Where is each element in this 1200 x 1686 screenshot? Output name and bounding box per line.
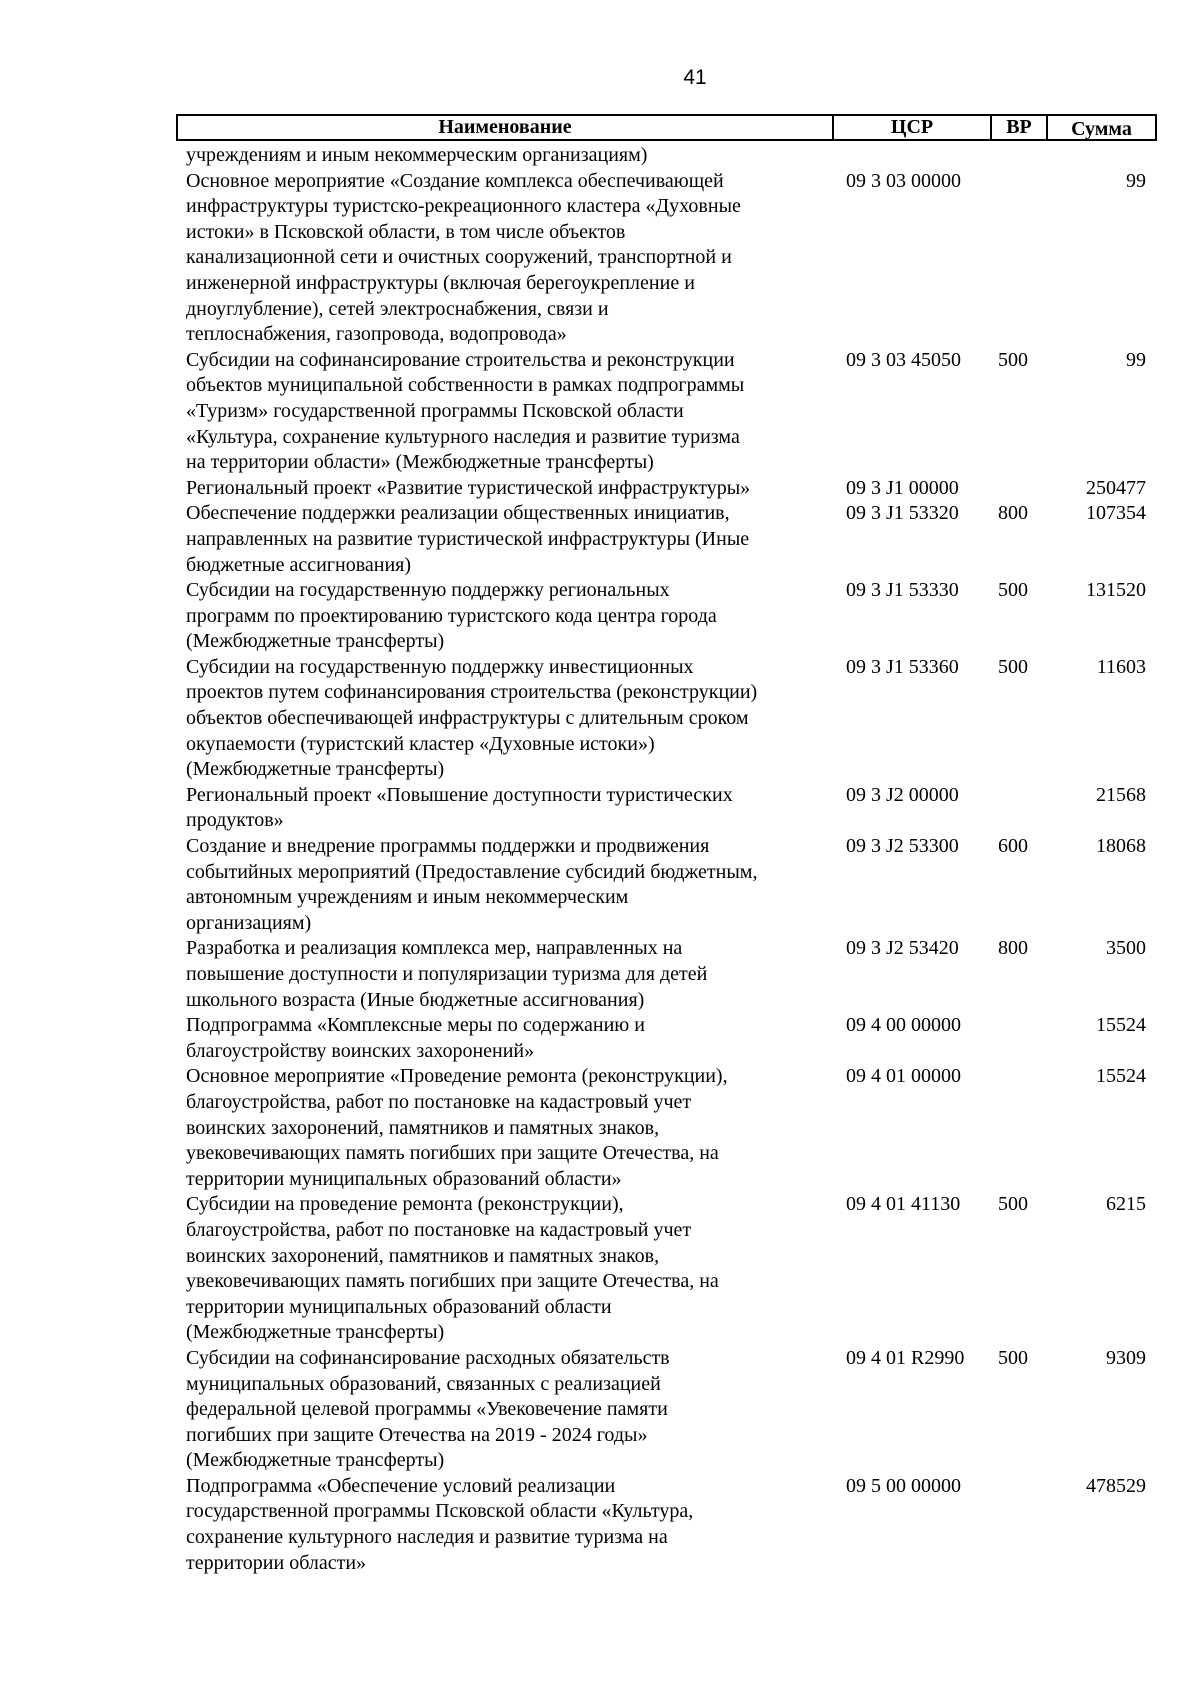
row-name-line: Субсидии на софинансирование расходных обязательств	[186, 1346, 670, 1369]
table-body	[186, 143, 1146, 1576]
row-name-line: окупаемости (туристский кластер «Духовные истоки»)	[186, 732, 655, 755]
row-csr: 09 3 J1 53360	[846, 655, 959, 678]
row-name-line: «Культура, сохранение культурного наследия и развитие туризма	[186, 425, 740, 448]
row-csr: 09 3 J2 00000	[846, 783, 959, 806]
row-csr: 09 3 J2 53420	[846, 937, 959, 960]
row-name-line: государственной программы Псковской области «Культура,	[186, 1500, 694, 1523]
row-name-line: благоустройства, работ по постановке на кадастровый учет	[186, 1090, 692, 1113]
row-name-line: истоки» в Псковской области, в том числе объектов	[186, 220, 626, 243]
row-name	[186, 1064, 846, 1192]
table-row	[186, 1192, 1146, 1346]
table-row	[186, 348, 1146, 476]
table-row	[186, 1013, 1146, 1064]
row-name-line: Подпрограмма «Обеспечение условий реализации	[186, 1474, 616, 1497]
row-name-line: территории муниципальных образований области»	[186, 1167, 622, 1190]
row-sum: 107354	[1086, 502, 1146, 525]
row-csr: 09 3 J1 53330	[846, 579, 959, 602]
row-name-line: (Межбюджетные трансферты)	[186, 1449, 445, 1472]
row-name-line: (Межбюджетные трансферты)	[186, 630, 445, 653]
row-name-line: Региональный проект «Развитие туристической инфраструктуры»	[186, 476, 751, 499]
table-row	[186, 1064, 1146, 1192]
row-name	[186, 936, 846, 1013]
row-name	[186, 501, 846, 578]
row-csr: 09 5 00 00000	[846, 1474, 961, 1497]
row-name-line: проектов путем софинансирования строительства (реконструкции)	[186, 681, 758, 704]
row-csr	[846, 143, 998, 169]
row-vr	[998, 143, 1056, 169]
header-csr: ЦСР	[834, 116, 992, 139]
table-row	[186, 834, 1146, 936]
table-header	[176, 114, 1157, 141]
row-sum: 478529	[1086, 1474, 1146, 1497]
row-name	[186, 476, 846, 502]
row-name-line: увековечивающих память погибших при защите Отечества, на	[186, 1270, 719, 1293]
row-vr: 800	[998, 502, 1028, 525]
row-name	[186, 1474, 846, 1576]
row-vr	[998, 169, 1056, 348]
row-name-line: увековечивающих память погибших при защите Отечества, на	[186, 1142, 719, 1165]
row-vr	[998, 476, 1056, 502]
table-row	[186, 476, 1146, 502]
row-sum: 3500	[1106, 937, 1146, 960]
row-sum: 99	[1126, 169, 1146, 192]
row-name-line: Субсидии на государственную поддержку инвестиционных	[186, 655, 694, 678]
row-name-line: Основное мероприятие «Проведение ремонта (реконструкции),	[186, 1065, 728, 1088]
row-name-line: Субсидии на софинансирование строительства и реконструкции	[186, 348, 735, 371]
header-vr: ВР	[992, 116, 1048, 139]
row-name-line: Обеспечение поддержки реализации общественных инициатив,	[186, 502, 730, 525]
row-name-line: теплоснабжения, газопровода, водопровода»	[186, 323, 567, 346]
row-vr: 500	[998, 348, 1028, 371]
row-sum	[1056, 143, 1146, 169]
row-name-line: на территории области» (Межбюджетные трансферты)	[186, 451, 654, 474]
row-name-line: Субсидии на проведение ремонта (реконструкции),	[186, 1193, 624, 1216]
row-vr: 500	[998, 579, 1028, 602]
table-row	[186, 501, 1146, 578]
table-row	[186, 655, 1146, 783]
row-sum: 15524	[1096, 1065, 1146, 1088]
row-name-line: повышение доступности и популяризации туризма для детей	[186, 963, 708, 985]
row-name-line: объектов обеспечивающей инфраструктуры с длительным сроком	[186, 707, 749, 730]
row-name-line: благоустройства, работ по постановке на кадастровый учет	[186, 1218, 692, 1241]
row-csr: 09 4 01 41130	[846, 1193, 961, 1216]
row-name-line: (Межбюджетные трансферты)	[186, 1321, 445, 1344]
table-row	[186, 783, 1146, 834]
row-name	[186, 1192, 846, 1346]
row-sum: 250477	[1086, 476, 1146, 499]
row-sum: 99	[1126, 348, 1146, 371]
row-name-line: организациям)	[186, 911, 312, 934]
row-name-line: погибших при защите Отечества на 2019 - 2024 годы»	[186, 1423, 648, 1446]
row-vr: 800	[998, 937, 1028, 960]
row-csr: 09 4 01 R2990	[846, 1346, 965, 1369]
row-sum: 11603	[1096, 655, 1146, 678]
row-name-line: продуктов»	[186, 809, 284, 832]
row-vr: 600	[998, 835, 1028, 858]
row-name-line: «Туризм» государственной программы Псковской области	[186, 399, 684, 422]
row-name-line: канализационной сети и очистных сооружений, транспортной и	[186, 246, 732, 269]
row-name-line: воинских захоронений, памятников и памятных знаков,	[186, 1244, 660, 1267]
row-name-line: событийных мероприятий (Предоставление субсидий бюджетным,	[186, 860, 758, 883]
row-sum: 9309	[1106, 1346, 1146, 1369]
row-sum: 18068	[1096, 835, 1146, 858]
row-name-line: территории области»	[186, 1551, 367, 1574]
row-name-line: объектов муниципальной собственности в рамках подпрограммы	[186, 374, 745, 397]
row-name-line: бюджетные ассигнования)	[186, 553, 412, 576]
row-name-line: школьного возраста (Иные бюджетные ассигнования)	[186, 988, 645, 1011]
row-vr	[998, 1013, 1056, 1064]
row-name-line: инженерной инфраструктуры (включая берегоукрепление и	[186, 271, 695, 294]
row-name-line: Субсидии на государственную поддержку региональных	[186, 579, 670, 602]
row-vr: 500	[998, 1346, 1028, 1369]
table-row	[186, 143, 1146, 169]
row-name-line: автономным учреждениям и иным некоммерческим	[186, 886, 629, 909]
row-vr: 500	[998, 655, 1028, 678]
row-sum: 21568	[1096, 783, 1146, 806]
row-name	[186, 578, 846, 655]
row-csr: 09 4 00 00000	[846, 1014, 961, 1037]
table-row	[186, 169, 1146, 348]
row-name-line: программ по проектированию туристского кода центра города	[186, 604, 717, 627]
table-row	[186, 1346, 1146, 1474]
row-csr: 09 3 03 00000	[846, 169, 961, 192]
row-sum: 131520	[1086, 579, 1146, 602]
row-name-line: Подпрограмма «Комплексные меры по содержанию и	[186, 1014, 645, 1037]
row-name-line: инфраструктуры туристско-рекреационного кластера «Духовные	[186, 195, 741, 218]
row-name	[186, 169, 846, 348]
row-name-line: территории муниципальных образований области	[186, 1295, 612, 1318]
header-sum: Сумма	[1071, 118, 1132, 140]
row-name-line: учреждениям и иным некоммерческим организациям)	[186, 144, 648, 166]
row-name	[186, 1013, 846, 1064]
row-name-line: (Межбюджетные трансферты)	[186, 758, 445, 781]
row-name-line: Разработка и реализация комплекса мер, направленных на	[186, 937, 683, 960]
row-sum: 15524	[1096, 1014, 1146, 1037]
table-row	[186, 578, 1146, 655]
row-sum: 6215	[1106, 1193, 1146, 1216]
row-name-line: Создание и внедрение программы поддержки и продвижения	[186, 835, 710, 858]
row-name-line: благоустройству воинских захоронений»	[186, 1039, 535, 1062]
row-name-line: федеральной целевой программы «Увековечение памяти	[186, 1398, 668, 1421]
row-vr	[998, 1064, 1056, 1192]
row-name-line: муниципальных образований, связанных с реализацией	[186, 1372, 661, 1395]
row-name	[186, 348, 846, 476]
table-row	[186, 1474, 1146, 1576]
row-name-line: воинских захоронений, памятников и памятных знаков,	[186, 1116, 660, 1139]
row-name-line: сохранение культурного наследия и развитие туризма на	[186, 1526, 668, 1549]
row-name-line: Региональный проект «Повышение доступности туристических	[186, 783, 733, 806]
page-number: 41	[683, 66, 707, 89]
row-csr: 09 3 J1 00000	[846, 476, 959, 499]
table-row	[186, 936, 1146, 1013]
row-name-line: дноуглубление), сетей электроснабжения, связи и	[186, 297, 609, 320]
row-name	[186, 1346, 846, 1474]
row-name	[186, 834, 846, 936]
row-vr: 500	[998, 1193, 1028, 1216]
row-csr: 09 3 J2 53300	[846, 835, 959, 858]
row-csr: 09 3 J1 53320	[846, 502, 959, 525]
row-name	[186, 783, 846, 834]
row-csr: 09 4 01 00000	[846, 1065, 961, 1088]
row-name	[186, 143, 846, 169]
row-name-line: Основное мероприятие «Создание комплекса обеспечивающей	[186, 169, 724, 192]
row-name	[186, 655, 846, 783]
row-vr	[998, 783, 1056, 834]
row-vr	[998, 1474, 1056, 1576]
row-csr: 09 3 03 45050	[846, 348, 961, 371]
header-name: Наименование	[178, 116, 834, 139]
row-name-line: направленных на развитие туристической инфраструктуры (Иные	[186, 527, 750, 550]
